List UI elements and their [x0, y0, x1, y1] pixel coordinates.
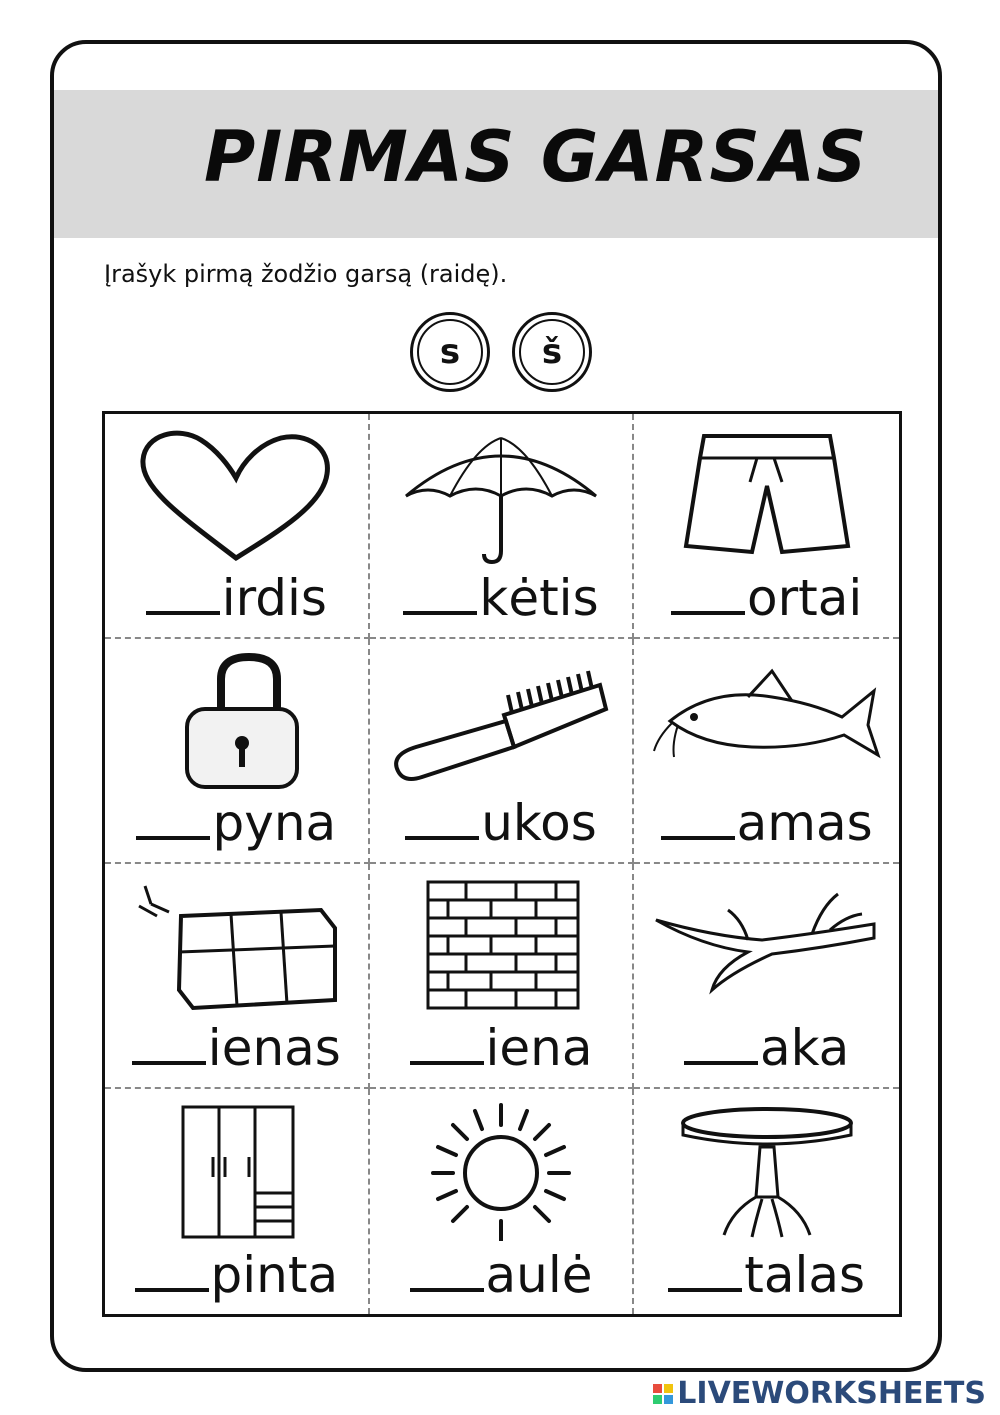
word-suffix: pyna: [212, 794, 337, 852]
word-card: [105, 414, 370, 639]
logo-icon: [653, 1384, 673, 1404]
answer-blank[interactable]: [668, 1278, 742, 1292]
branch-icon: [652, 876, 882, 1016]
word-answer: [105, 794, 368, 852]
comb-icon: [386, 651, 616, 791]
brick-wall-icon: [386, 876, 616, 1016]
word-card: [370, 414, 635, 639]
answer-blank[interactable]: [146, 601, 220, 615]
word-suffix: ukos: [481, 794, 597, 852]
answer-blank[interactable]: [135, 1278, 209, 1292]
worksheet-frame: [50, 40, 942, 1372]
word-answer: [370, 1019, 633, 1077]
answer-blank[interactable]: [405, 826, 479, 840]
word-suffix: aulė: [485, 1246, 593, 1304]
word-answer: [634, 1019, 899, 1077]
answer-blank[interactable]: [661, 826, 735, 840]
shorts-icon: [652, 426, 882, 566]
word-suffix: irdis: [221, 569, 327, 627]
word-answer: [105, 1246, 368, 1304]
heart-icon: [121, 426, 351, 566]
word-answer: [370, 794, 633, 852]
answer-blank[interactable]: [684, 1051, 758, 1065]
word-answer: [105, 1019, 368, 1077]
word-suffix: talas: [744, 1246, 866, 1304]
letter-option-s: [410, 312, 490, 392]
word-card: [634, 1089, 899, 1314]
word-card: [370, 639, 635, 864]
answer-blank[interactable]: [132, 1051, 206, 1065]
word-card: [370, 1089, 635, 1314]
letter-s-label: s: [417, 319, 483, 385]
answer-blank[interactable]: [410, 1051, 484, 1065]
word-answer: [634, 794, 899, 852]
catfish-icon: [652, 651, 882, 791]
instruction-text: Įrašyk pirmą žodžio garsą (raidę).: [104, 260, 508, 288]
word-answer: [634, 1246, 899, 1304]
word-suffix: iena: [485, 1019, 593, 1077]
letter-option-sh: [512, 312, 592, 392]
word-answer: [105, 569, 368, 627]
wardrobe-icon: [121, 1101, 351, 1241]
word-suffix: ienas: [207, 1019, 341, 1077]
word-suffix: aka: [759, 1019, 850, 1077]
table-icon: [652, 1101, 882, 1241]
sun-icon: [386, 1101, 616, 1241]
footer-brand: LIVEWORKSHEETS: [677, 1376, 986, 1411]
word-card: [105, 639, 370, 864]
word-card: [105, 864, 370, 1089]
word-card: [634, 414, 899, 639]
umbrella-icon: [386, 426, 616, 566]
word-answer: [634, 569, 899, 627]
word-answer: [370, 569, 633, 627]
hay-bale-icon: [121, 876, 351, 1016]
word-card: [105, 1089, 370, 1314]
word-suffix: ortai: [747, 569, 863, 627]
word-grid: [102, 411, 902, 1317]
word-suffix: amas: [736, 794, 873, 852]
letter-sh-label: š: [519, 319, 585, 385]
answer-blank[interactable]: [136, 826, 210, 840]
answer-blank[interactable]: [410, 1278, 484, 1292]
word-suffix: kėtis: [479, 569, 599, 627]
word-answer: [370, 1246, 633, 1304]
word-card: [634, 864, 899, 1089]
word-card: [370, 864, 635, 1089]
page-title: PIRMAS GARSAS: [204, 116, 868, 198]
liveworksheets-logo: [653, 1376, 986, 1411]
word-card: [634, 639, 899, 864]
word-suffix: pinta: [210, 1246, 339, 1304]
answer-blank[interactable]: [403, 601, 477, 615]
padlock-icon: [121, 651, 351, 791]
answer-blank[interactable]: [671, 601, 745, 615]
